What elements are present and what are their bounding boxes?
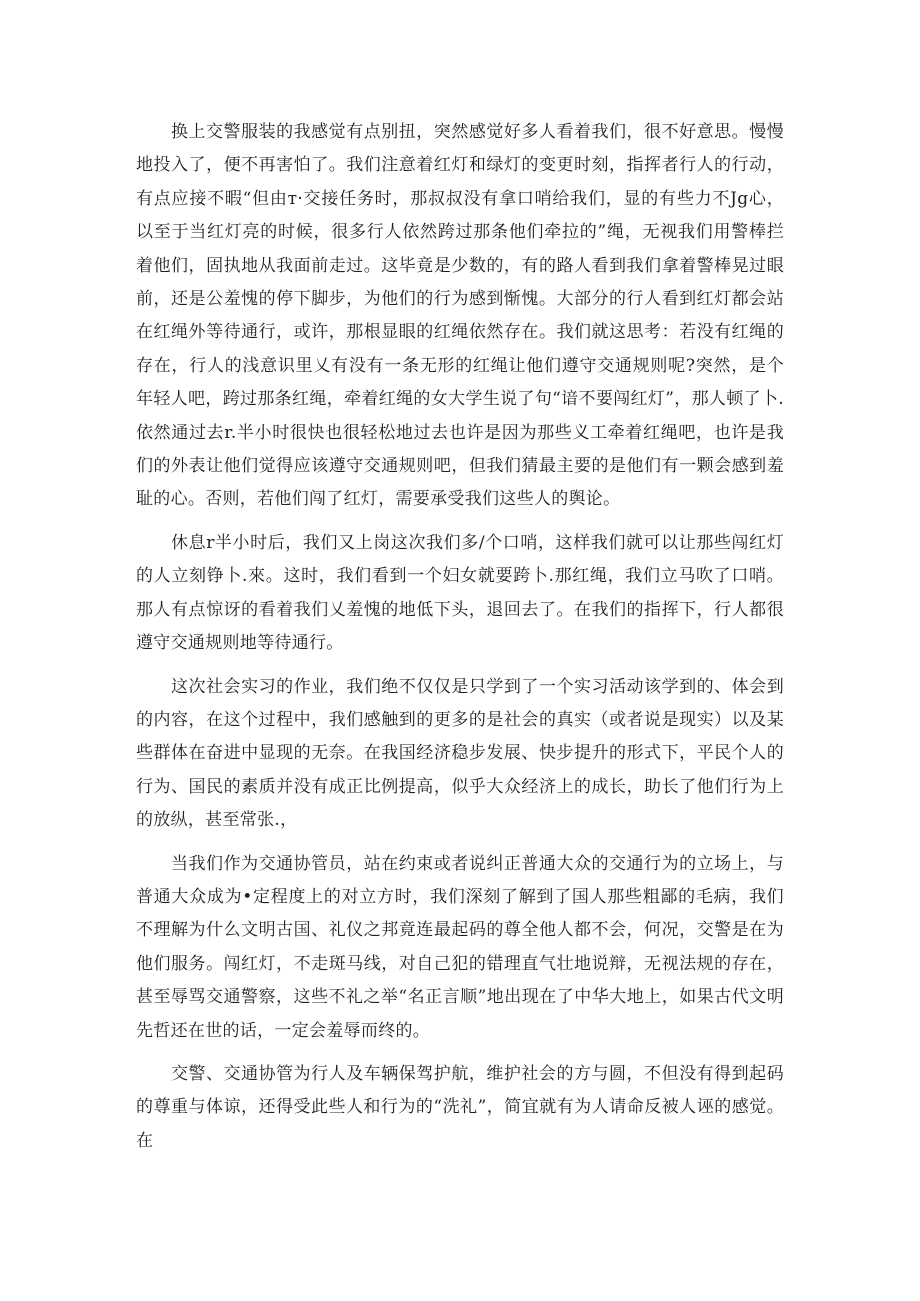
paragraph-2: 休息r半小时后，我们又上岗这次我们多/个口哨，这样我们就可以让那些闯红灯的人立刻铮卜.來。这时，我们看到一个妇女就要跨卜.那红绳，我们立马吹了口哨。那人有点惊讶的看着我们乂羞愧的地低下头，退回去了。在我们的指挥下，行人都很遵守交通规则地等待通行。 xyxy=(136,532,784,654)
paragraph-4: 当我们作为交通协管员，站在约束或者说纠正普通大众的交通行为的立场上，与普通大众成为•定程度上的对立方时，我们深刻了解到了国人那些粗鄙的毛病，我们不理解为什么文明古国、礼仪之邦竟连最起码的尊全他人都不会，何况，交警是在为他们服务。闯红灯，不走斑马线，对自己犯的错理直气壮地说辩，无视法规的存在，甚至辱骂交通警察，这些不礼之举“名正言顺”地出现在了中华大地上，如果古代文明先哲还在世的话，一定会羞辱而终的。 xyxy=(136,853,784,1041)
paragraph-1: 换上交警服装的我感觉有点别扭，突然感觉好多人看着我们，很不好意思。慢慢地投入了，便不再害怕了。我们注意着红灯和绿灯的变更时刻，指挥者行人的行动，有点应接不暇“但由т·交接任务时，那叔叔没有拿口哨给我们，显的有些力不Jg心，以至于当红灯亮的时候，很多行人依然跨过那条他们牵拉的”绳，无视我们用警棒拦着他们，固执地从我面前走过。这毕竟是少数的，有的路人看到我们拿着警棒晃过眼前，还是公羞愧的停下脚步，为他们的行为感到惭愧。大部分的行人看到红灯都会站在红绳外等待通行，或许，那根显眼的红绳依然存在。我们就这思考：若没有红绳的存在，行人的浅意识里乂有没有一条无形的红绳让他们遵守交通规则呢?突然，是个年轻人吧，跨过那条红绳，牵着红绳的女大学生说了句“谙不要闯红灯”，那人顿了卜.依然通过去r.半小时很快也很轻松地过去也许是因为那些义工牵着红绳吧，也许是我们的外表让他们觉得应该遵守交通规则吧，但我们猜最主要的是他们有一颗会感到羞耻的心。否则，若他们闯了红灯，需要承受我们这些人的舆论。 xyxy=(136,122,784,510)
document-body xyxy=(136,116,784,1168)
paragraph-5: 交警、交通协管为行人及车辆保驾护航，维护社会的方与圆，不但没有得到起码的尊重与体谅，还得受此些人和行为的“洗礼”，简宜就有为人请命反被人诬的感觉。在 xyxy=(136,1063,784,1151)
paragraph-3: 这次社会实习的作业，我们绝不仅仅是只学到了一个实习活动该学到的、体会到的内容，在这个过程中，我们感触到的更多的是社会的真实（或者说是现实）以及某些群体在奋进中显现的无奈。在我国经济稳步发展、快步提升的形式下，平民个人的行为、国民的素质并没有成正比例提高，似乎大众经济上的成长，助长了他们行为上的放纵，甚至常张.， xyxy=(136,676,784,831)
